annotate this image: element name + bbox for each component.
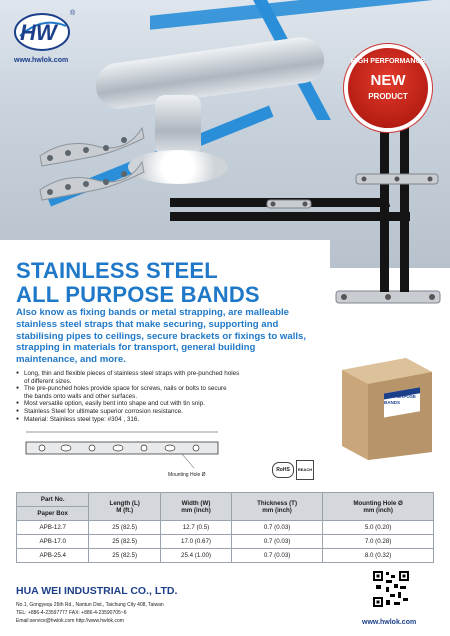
pipe (380, 120, 389, 268)
table-row (17, 549, 434, 563)
box-label-line1: ALL PURPOSE (384, 394, 416, 399)
product-title-line1: STAINLESS STEEL (16, 258, 218, 283)
new-product-badge (348, 48, 428, 128)
band-dimension-diagram (22, 424, 222, 476)
spec-table (16, 492, 434, 563)
air-duct (155, 95, 201, 155)
footer-website[interactable]: www.hwlok.com (362, 619, 417, 626)
header-thickness: Thickness (T) mm (inch) (231, 493, 322, 521)
header-paper-box: Paper Box (17, 507, 89, 521)
intro-paragraph (16, 307, 334, 366)
product-box-image (336, 352, 436, 460)
company-name: HUA WEI INDUSTRIAL CO., LTD. (16, 585, 178, 597)
header-width: Width (W) mm (inch) (160, 493, 231, 521)
intro-line: strapping in materials for transport, general building (16, 342, 256, 354)
pipe-clamp (265, 190, 313, 224)
cell-thickness: 0.7 (0.03) (231, 521, 322, 535)
cell-length: 25 (82.5) (89, 535, 161, 549)
qr-code[interactable] (372, 570, 410, 608)
cell-width: 12.7 (0.5) (160, 521, 231, 535)
ceiling-beam (150, 0, 450, 30)
product-title-line2: ALL PURPOSE BANDS (16, 282, 260, 307)
cell-length: 25 (82.5) (89, 521, 161, 535)
cell-part: APB-12.7 (17, 521, 89, 535)
feature-item: ● The pre-punched holes provide space for screws, nails or bolts to secure the bands onto walls and other surfaces. (16, 385, 316, 400)
intro-line: Also know as fixing bands or metal strapping, are malleable (16, 307, 289, 318)
header-website[interactable]: www.hwlok.com (14, 57, 69, 64)
company-address: No.1, Gongyequ 26th Rd., Nantun Dist., Taichung City 408, Taiwan (16, 602, 164, 608)
cell-part: APB-17.0 (17, 535, 89, 549)
pipe-clamp (354, 168, 440, 190)
cell-width: 17.0 (0.67) (160, 535, 231, 549)
feature-item: ● Long, thin and flexible pieces of stainless steel straps with pre-punched holes of different sizes. (16, 370, 316, 385)
strapping-band-image (36, 118, 146, 218)
intro-line: stabilising pipes to ceilings, secure brackets or fixings to walls, (16, 330, 307, 342)
reach-icon: REACH (296, 460, 314, 480)
feature-item: ● Most versatile option, easily bent into shape and cut with tin snip. (16, 400, 316, 408)
cell-width: 25.4 (1.00) (160, 549, 231, 563)
cell-hole: 8.0 (0.32) (323, 549, 434, 563)
company-phone: TEL: +886-4-23597777 FAX: +886-4-23590705~6 (16, 610, 127, 616)
feature-list (16, 370, 316, 423)
intro-line: maintenance, and more. (16, 354, 126, 366)
table-row (17, 521, 434, 535)
rohs-icon: RoHS (272, 462, 294, 478)
registered-mark: ® (70, 10, 76, 17)
company-contact[interactable]: Email:service@hwlok.com http://www.hwlok.com (16, 618, 124, 624)
header-length: Length (L) M (ft.) (89, 493, 161, 521)
cell-hole: 5.0 (0.20) (323, 521, 434, 535)
feature-item: ● Stainless Steel for ultimate superior corrosion resistance. (16, 408, 316, 416)
pipe (380, 268, 389, 292)
box-label-line2: BANDS (384, 400, 401, 405)
badge-main-text: NEW (370, 72, 406, 89)
mounting-hole-label: Mounting Hole Ø (168, 472, 206, 478)
header-part: Part No. (17, 493, 89, 507)
intro-line: stainless steel straps that make securing, supporting and (16, 318, 279, 330)
table-row (17, 535, 434, 549)
cell-length: 25 (82.5) (89, 549, 161, 563)
cell-hole: 7.0 (0.28) (323, 535, 434, 549)
pipe (400, 120, 409, 268)
badge-top-text: HIGH PERFORMANCE (350, 58, 426, 65)
logo-text: HW (20, 20, 57, 45)
header-hole: Mounting Hole Ø mm (inch) (323, 493, 434, 521)
cell-part: APB-25.4 (17, 549, 89, 563)
cell-thickness: 0.7 (0.03) (231, 549, 322, 563)
cell-thickness: 0.7 (0.03) (231, 535, 322, 549)
air-duct (93, 34, 327, 112)
pipe (400, 268, 409, 292)
badge-sub-text: PRODUCT (368, 92, 408, 101)
feature-item: ● Material: Stainless steel type: #304 , 316. (16, 416, 316, 424)
